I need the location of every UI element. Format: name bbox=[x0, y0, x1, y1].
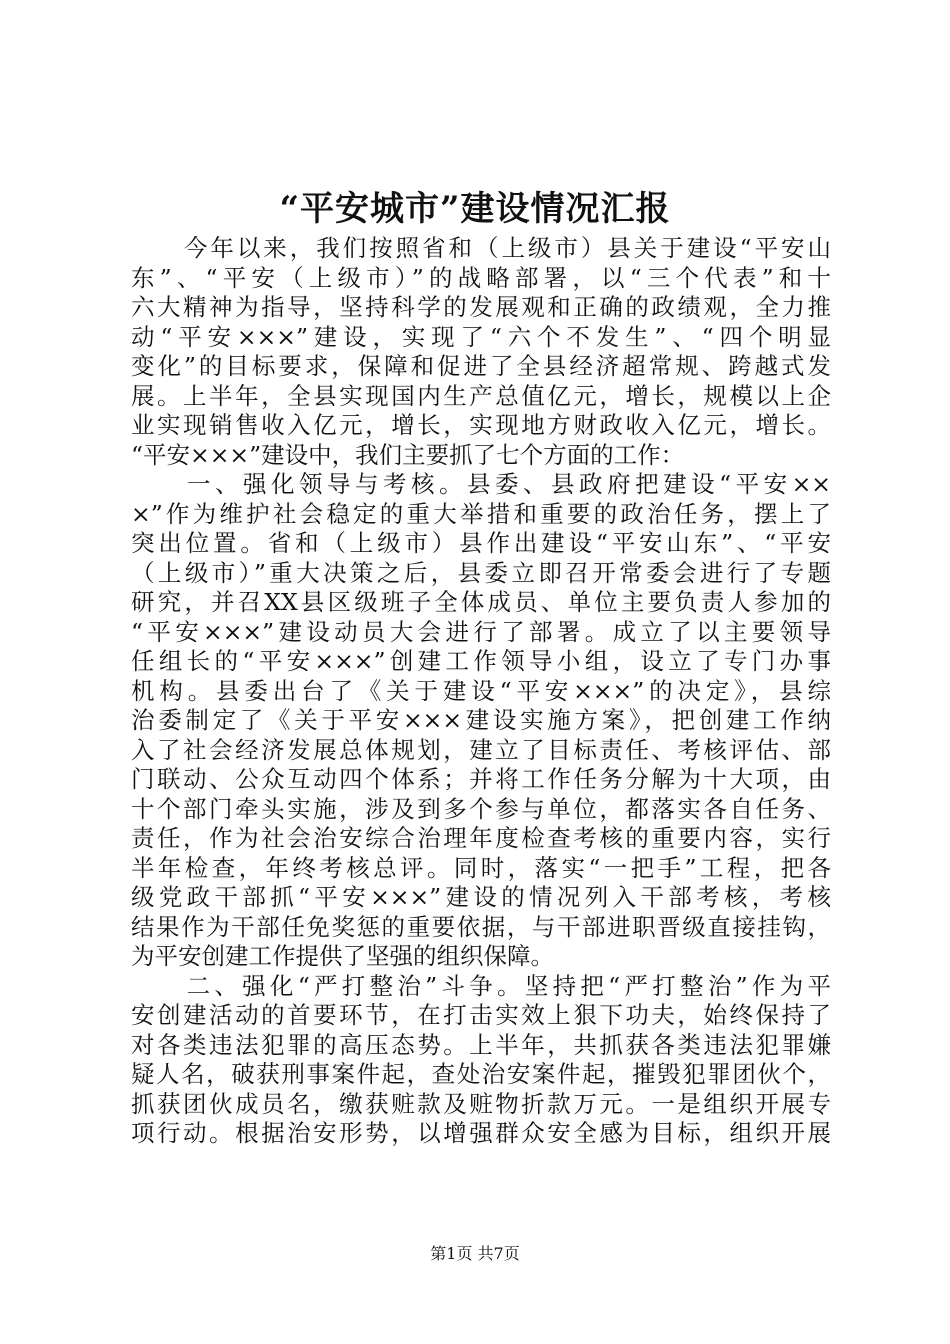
body-line: 结果作为干部任免奖惩的重要依据，与干部进职晋级直接挂钩， bbox=[131, 912, 831, 941]
body-line: 门联动、公众互动四个体系；并将工作任务分解为十大项，由 bbox=[131, 765, 831, 793]
body-line: 研究，并召XX县区级班子全体成员、单位主要负责人参加的 bbox=[131, 588, 831, 616]
body-line: 二、强化“严打整治”斗争。坚持把“严打整治”作为平 bbox=[131, 971, 831, 1000]
body-line: 动“平安×××”建设，实现了“六个不发生”、“四个明显 bbox=[131, 322, 831, 351]
body-line: 突出位置。省和（上级市）县作出建设“平安山东”、“平安 bbox=[131, 529, 831, 557]
body-line: 机构。县委出台了《关于建设“平安×××”的决定》，县综 bbox=[131, 676, 831, 705]
body-line: （上级市）”重大决策之后，县委立即召开常委会进行了专题 bbox=[131, 558, 831, 587]
body-line: ×”作为维护社会稳定的重大举措和重要的政治任务，摆上了 bbox=[131, 499, 831, 528]
document-body bbox=[131, 234, 831, 1149]
body-line: 十个部门牵头实施，涉及到多个参与单位，都落实各自任务、 bbox=[131, 794, 831, 823]
body-line: 半年检查，年终考核总评。同时，落实“一把手”工程，把各 bbox=[131, 853, 831, 882]
body-line: 级党政干部抓“平安×××”建设的情况列入干部考核，考核 bbox=[131, 883, 831, 911]
body-line: 安创建活动的首要环节，在打击实效上狠下功夫，始终保持了 bbox=[131, 1001, 831, 1029]
body-line: 抓获团伙成员名，缴获赃款及赃物折款万元。一是组织开展专 bbox=[131, 1089, 831, 1118]
body-line: 展。上半年，全县实现国内生产总值亿元，增长，规模以上企 bbox=[131, 381, 831, 410]
body-line: 任组长的“平安×××”创建工作领导小组，设立了专门办事 bbox=[131, 647, 831, 675]
body-line: 治委制定了《关于平安×××建设实施方案》，把创建工作纳 bbox=[131, 706, 831, 734]
body-line: 为平安创建工作提供了坚强的组织保障。 bbox=[131, 942, 554, 970]
body-line: 一、强化领导与考核。县委、县政府把建设“平安×× bbox=[131, 470, 831, 498]
document-title: “平安城市”建设情况汇报 bbox=[279, 189, 671, 229]
body-line: 对各类违法犯罪的高压态势。上半年，共抓获各类违法犯罪嫌 bbox=[131, 1030, 831, 1059]
body-line: “平安×××”建设中，我们主要抓了七个方面的工作： bbox=[131, 440, 685, 469]
body-line: 今年以来，我们按照省和（上级市）县关于建设“平安山 bbox=[131, 234, 831, 262]
body-line: 项行动。根据治安形势，以增强群众安全感为目标，组织开展 bbox=[131, 1119, 831, 1147]
body-line: 六大精神为指导，坚持科学的发展观和正确的政绩观，全力推 bbox=[131, 293, 831, 321]
body-line: 变化”的目标要求，保障和促进了全县经济超常规、跨越式发 bbox=[131, 352, 831, 380]
body-line: 业实现销售收入亿元，增长，实现地方财政收入亿元，增长。 bbox=[131, 411, 831, 439]
body-line: 入了社会经济发展总体规划，建立了目标责任、考核评估、部 bbox=[131, 735, 831, 764]
page-footer: 第1页 共7页 bbox=[430, 1244, 520, 1263]
body-line: 责任，作为社会治安综合治理年度检查考核的重要内容，实行 bbox=[131, 824, 831, 852]
body-line: 东”、“平安（上级市）”的战略部署，以“三个代表”和十 bbox=[131, 263, 831, 292]
body-line: “平安×××”建设动员大会进行了部署。成立了以主要领导 bbox=[131, 617, 831, 646]
body-line: 疑人名，破获刑事案件起，查处治安案件起，摧毁犯罪团伙个， bbox=[131, 1060, 831, 1088]
